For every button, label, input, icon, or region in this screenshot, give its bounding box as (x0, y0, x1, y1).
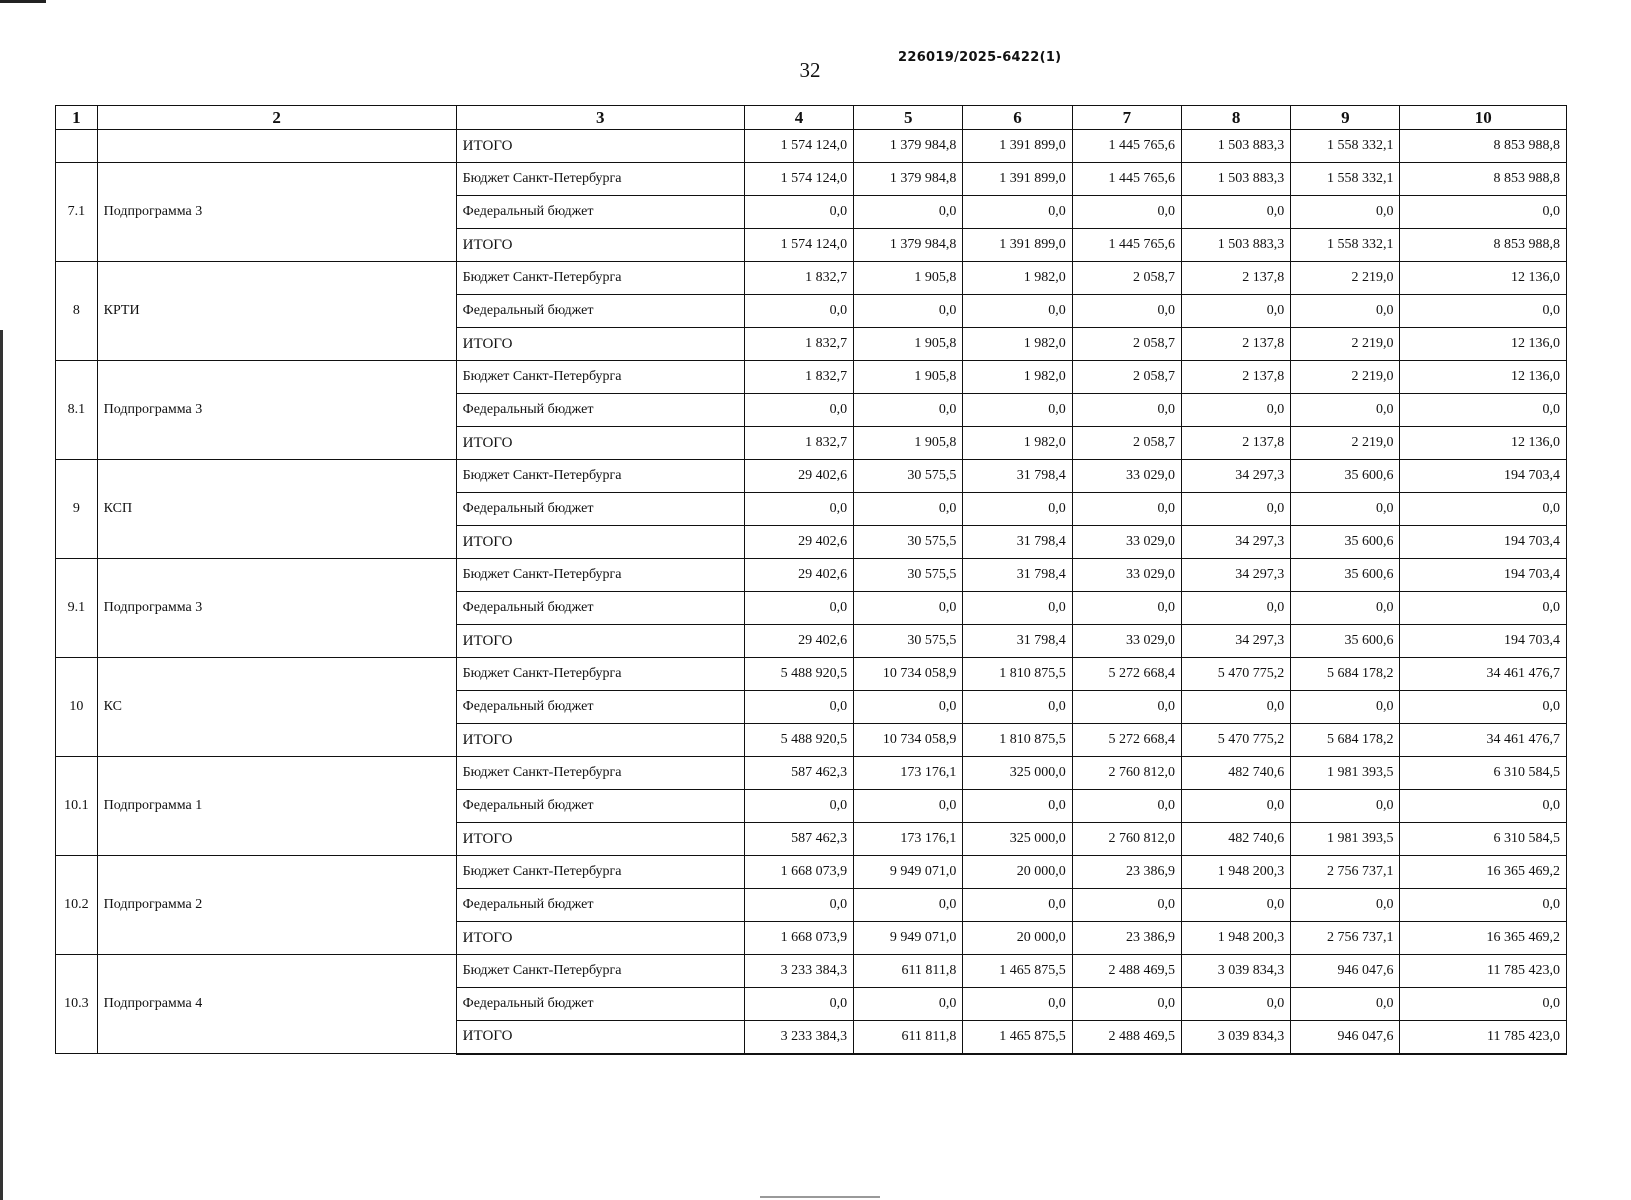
row-number-cell: 10.1 (56, 757, 98, 856)
value-cell: 16 365 469,2 (1400, 922, 1567, 955)
value-cell: 33 029,0 (1072, 526, 1181, 559)
value-cell: 0,0 (744, 493, 853, 526)
value-cell: 1 379 984,8 (854, 163, 963, 196)
value-cell: 0,0 (854, 196, 963, 229)
value-cell: 10 734 058,9 (854, 658, 963, 691)
value-cell: 0,0 (1291, 691, 1400, 724)
value-cell: 0,0 (1400, 988, 1567, 1021)
value-cell: 29 402,6 (744, 460, 853, 493)
value-cell: 0,0 (963, 691, 1072, 724)
value-cell: 0,0 (744, 295, 853, 328)
value-cell: 0,0 (1181, 295, 1290, 328)
page-number: 32 (799, 58, 821, 82)
value-cell: 34 297,3 (1181, 526, 1290, 559)
value-cell: 1 810 875,5 (963, 658, 1072, 691)
value-cell: 0,0 (1400, 889, 1567, 922)
value-cell: 1 558 332,1 (1291, 229, 1400, 262)
value-cell: 0,0 (1400, 691, 1567, 724)
scan-artifact-mark (0, 0, 46, 3)
value-cell: 0,0 (1181, 790, 1290, 823)
value-cell: 0,0 (963, 889, 1072, 922)
value-cell: 2 137,8 (1181, 361, 1290, 394)
document-id: 226019/2025-6422(1) (898, 50, 1062, 65)
value-cell: 5 684 178,2 (1291, 658, 1400, 691)
value-cell: 0,0 (1072, 196, 1181, 229)
funding-source-cell: Бюджет Санкт-Петербурга (456, 163, 744, 196)
value-cell: 946 047,6 (1291, 955, 1400, 988)
value-cell: 0,0 (1181, 394, 1290, 427)
value-cell: 2 137,8 (1181, 328, 1290, 361)
funding-source-cell: Федеральный бюджет (456, 295, 744, 328)
value-cell: 1 445 765,6 (1072, 130, 1181, 163)
funding-source-cell: Федеральный бюджет (456, 592, 744, 625)
value-cell: 194 703,4 (1400, 526, 1567, 559)
value-cell: 2 756 737,1 (1291, 856, 1400, 889)
funding-source-cell: Федеральный бюджет (456, 691, 744, 724)
value-cell: 1 668 073,9 (744, 922, 853, 955)
value-cell: 11 785 423,0 (1400, 1021, 1567, 1054)
value-cell: 0,0 (854, 988, 963, 1021)
column-header-1: 1 (56, 106, 98, 130)
value-cell: 34 461 476,7 (1400, 658, 1567, 691)
funding-source-cell: Бюджет Санкт-Петербурга (456, 658, 744, 691)
value-cell: 3 039 834,3 (1181, 955, 1290, 988)
value-cell: 8 853 988,8 (1400, 130, 1567, 163)
value-cell: 20 000,0 (963, 856, 1072, 889)
table-row (56, 856, 1567, 889)
value-cell: 35 600,6 (1291, 559, 1400, 592)
value-cell: 173 176,1 (854, 757, 963, 790)
value-cell: 33 029,0 (1072, 625, 1181, 658)
funding-source-cell: ИТОГО (456, 625, 744, 658)
column-header-5: 5 (854, 106, 963, 130)
value-cell: 1 391 899,0 (963, 130, 1072, 163)
value-cell: 3 039 834,3 (1181, 1021, 1290, 1054)
value-cell: 30 575,5 (854, 526, 963, 559)
value-cell: 0,0 (963, 493, 1072, 526)
program-name-cell: КС (97, 658, 456, 757)
value-cell: 0,0 (963, 988, 1072, 1021)
value-cell: 5 272 668,4 (1072, 658, 1181, 691)
value-cell: 12 136,0 (1400, 427, 1567, 460)
value-cell: 0,0 (963, 592, 1072, 625)
value-cell: 31 798,4 (963, 559, 1072, 592)
program-name-cell: Подпрограмма 3 (97, 361, 456, 460)
funding-source-cell: ИТОГО (456, 1021, 744, 1054)
value-cell: 0,0 (1291, 295, 1400, 328)
value-cell: 6 310 584,5 (1400, 757, 1567, 790)
value-cell: 946 047,6 (1291, 1021, 1400, 1054)
value-cell: 12 136,0 (1400, 361, 1567, 394)
value-cell: 0,0 (1181, 592, 1290, 625)
value-cell: 2 760 812,0 (1072, 757, 1181, 790)
value-cell: 0,0 (1291, 889, 1400, 922)
value-cell: 1 982,0 (963, 361, 1072, 394)
table-row (56, 658, 1567, 691)
value-cell: 1 948 200,3 (1181, 922, 1290, 955)
value-cell: 1 905,8 (854, 262, 963, 295)
table-row (56, 262, 1567, 295)
value-cell: 1 832,7 (744, 328, 853, 361)
value-cell: 611 811,8 (854, 955, 963, 988)
value-cell: 611 811,8 (854, 1021, 963, 1054)
program-name-cell: КСП (97, 460, 456, 559)
value-cell: 1 668 073,9 (744, 856, 853, 889)
value-cell: 20 000,0 (963, 922, 1072, 955)
value-cell: 35 600,6 (1291, 625, 1400, 658)
value-cell: 0,0 (1072, 691, 1181, 724)
value-cell: 325 000,0 (963, 757, 1072, 790)
table-row (56, 460, 1567, 493)
value-cell: 31 798,4 (963, 625, 1072, 658)
value-cell: 2 058,7 (1072, 262, 1181, 295)
value-cell: 0,0 (854, 493, 963, 526)
footer-smudge (760, 1196, 880, 1198)
value-cell: 1 503 883,3 (1181, 163, 1290, 196)
row-number-cell: 10 (56, 658, 98, 757)
value-cell: 8 853 988,8 (1400, 229, 1567, 262)
value-cell: 0,0 (744, 790, 853, 823)
budget-table-body (56, 106, 1567, 1054)
value-cell: 0,0 (1181, 493, 1290, 526)
value-cell: 0,0 (854, 889, 963, 922)
funding-source-cell: ИТОГО (456, 526, 744, 559)
value-cell: 2 488 469,5 (1072, 1021, 1181, 1054)
program-name-cell: Подпрограмма 3 (97, 559, 456, 658)
value-cell: 1 574 124,0 (744, 229, 853, 262)
row-number-cell: 8 (56, 262, 98, 361)
value-cell: 0,0 (1072, 592, 1181, 625)
value-cell: 11 785 423,0 (1400, 955, 1567, 988)
program-name-cell: КРТИ (97, 262, 456, 361)
value-cell: 0,0 (1400, 295, 1567, 328)
value-cell: 1 379 984,8 (854, 229, 963, 262)
table-row (56, 757, 1567, 790)
column-header-2: 2 (97, 106, 456, 130)
funding-source-cell: ИТОГО (456, 724, 744, 757)
scan-left-edge (0, 330, 3, 1200)
funding-source-cell: Федеральный бюджет (456, 790, 744, 823)
funding-source-cell: ИТОГО (456, 427, 744, 460)
row-number-cell: 9.1 (56, 559, 98, 658)
value-cell: 1 948 200,3 (1181, 856, 1290, 889)
value-cell: 5 684 178,2 (1291, 724, 1400, 757)
value-cell: 0,0 (1400, 394, 1567, 427)
value-cell: 1 574 124,0 (744, 130, 853, 163)
funding-source-cell: Федеральный бюджет (456, 493, 744, 526)
value-cell: 0,0 (1400, 493, 1567, 526)
value-cell: 30 575,5 (854, 559, 963, 592)
value-cell: 5 470 775,2 (1181, 658, 1290, 691)
row-number-cell (56, 130, 98, 163)
value-cell: 0,0 (1291, 493, 1400, 526)
value-cell: 2 219,0 (1291, 328, 1400, 361)
column-header-8: 8 (1181, 106, 1290, 130)
value-cell: 0,0 (1181, 889, 1290, 922)
value-cell: 0,0 (744, 196, 853, 229)
value-cell: 0,0 (1181, 988, 1290, 1021)
value-cell: 34 297,3 (1181, 625, 1290, 658)
funding-source-cell: ИТОГО (456, 130, 744, 163)
value-cell: 482 740,6 (1181, 823, 1290, 856)
value-cell: 34 297,3 (1181, 559, 1290, 592)
value-cell: 194 703,4 (1400, 625, 1567, 658)
value-cell: 1 981 393,5 (1291, 823, 1400, 856)
value-cell: 5 272 668,4 (1072, 724, 1181, 757)
value-cell: 0,0 (1291, 196, 1400, 229)
value-cell: 16 365 469,2 (1400, 856, 1567, 889)
value-cell: 0,0 (1181, 691, 1290, 724)
value-cell: 194 703,4 (1400, 559, 1567, 592)
value-cell: 587 462,3 (744, 757, 853, 790)
table-row (56, 361, 1567, 394)
funding-source-cell: ИТОГО (456, 922, 744, 955)
column-header-4: 4 (744, 106, 853, 130)
value-cell: 1 465 875,5 (963, 1021, 1072, 1054)
value-cell: 5 488 920,5 (744, 724, 853, 757)
value-cell: 31 798,4 (963, 526, 1072, 559)
value-cell: 1 982,0 (963, 328, 1072, 361)
value-cell: 0,0 (1072, 988, 1181, 1021)
value-cell: 325 000,0 (963, 823, 1072, 856)
value-cell: 33 029,0 (1072, 559, 1181, 592)
value-cell: 0,0 (854, 295, 963, 328)
value-cell: 1 810 875,5 (963, 724, 1072, 757)
value-cell: 1 445 765,6 (1072, 229, 1181, 262)
column-header-3: 3 (456, 106, 744, 130)
value-cell: 1 391 899,0 (963, 163, 1072, 196)
table-row (56, 955, 1567, 988)
funding-source-cell: Федеральный бюджет (456, 988, 744, 1021)
funding-source-cell: Бюджет Санкт-Петербурга (456, 262, 744, 295)
value-cell: 1 379 984,8 (854, 130, 963, 163)
value-cell: 1 905,8 (854, 328, 963, 361)
value-cell: 1 558 332,1 (1291, 163, 1400, 196)
funding-source-cell: Бюджет Санкт-Петербурга (456, 856, 744, 889)
value-cell: 0,0 (854, 592, 963, 625)
value-cell: 1 905,8 (854, 361, 963, 394)
value-cell: 0,0 (963, 196, 1072, 229)
value-cell: 0,0 (1291, 790, 1400, 823)
value-cell: 29 402,6 (744, 526, 853, 559)
program-name-cell: Подпрограмма 1 (97, 757, 456, 856)
table-row (56, 559, 1567, 592)
value-cell: 9 949 071,0 (854, 856, 963, 889)
value-cell: 2 058,7 (1072, 328, 1181, 361)
value-cell: 0,0 (1072, 295, 1181, 328)
value-cell: 0,0 (854, 691, 963, 724)
value-cell: 0,0 (744, 988, 853, 1021)
value-cell: 3 233 384,3 (744, 955, 853, 988)
value-cell: 33 029,0 (1072, 460, 1181, 493)
row-number-cell: 10.2 (56, 856, 98, 955)
funding-source-cell: Бюджет Санкт-Петербурга (456, 757, 744, 790)
value-cell: 0,0 (1400, 790, 1567, 823)
row-number-cell: 7.1 (56, 163, 98, 262)
value-cell: 0,0 (963, 295, 1072, 328)
value-cell: 1 832,7 (744, 361, 853, 394)
carry-total-row (56, 130, 1567, 163)
value-cell: 1 391 899,0 (963, 229, 1072, 262)
value-cell: 30 575,5 (854, 625, 963, 658)
value-cell: 9 949 071,0 (854, 922, 963, 955)
value-cell: 0,0 (1291, 592, 1400, 625)
table-row (56, 163, 1567, 196)
program-name-cell (97, 130, 456, 163)
value-cell: 5 470 775,2 (1181, 724, 1290, 757)
column-header-7: 7 (1072, 106, 1181, 130)
value-cell: 2 058,7 (1072, 427, 1181, 460)
value-cell: 0,0 (963, 790, 1072, 823)
value-cell: 34 297,3 (1181, 460, 1290, 493)
row-number-cell: 9 (56, 460, 98, 559)
funding-source-cell: Бюджет Санкт-Петербурга (456, 559, 744, 592)
value-cell: 2 219,0 (1291, 262, 1400, 295)
row-number-cell: 8.1 (56, 361, 98, 460)
value-cell: 3 233 384,3 (744, 1021, 853, 1054)
value-cell: 6 310 584,5 (1400, 823, 1567, 856)
value-cell: 1 574 124,0 (744, 163, 853, 196)
value-cell: 0,0 (744, 394, 853, 427)
funding-source-cell: ИТОГО (456, 229, 744, 262)
value-cell: 29 402,6 (744, 559, 853, 592)
value-cell: 1 981 393,5 (1291, 757, 1400, 790)
value-cell: 2 488 469,5 (1072, 955, 1181, 988)
value-cell: 30 575,5 (854, 460, 963, 493)
value-cell: 0,0 (1400, 592, 1567, 625)
column-header-row (56, 106, 1567, 130)
value-cell: 194 703,4 (1400, 460, 1567, 493)
value-cell: 0,0 (854, 790, 963, 823)
value-cell: 8 853 988,8 (1400, 163, 1567, 196)
program-name-cell: Подпрограмма 2 (97, 856, 456, 955)
column-header-10: 10 (1400, 106, 1567, 130)
column-header-9: 9 (1291, 106, 1400, 130)
value-cell: 35 600,6 (1291, 526, 1400, 559)
value-cell: 0,0 (1400, 196, 1567, 229)
value-cell: 1 982,0 (963, 262, 1072, 295)
value-cell: 2 760 812,0 (1072, 823, 1181, 856)
value-cell: 31 798,4 (963, 460, 1072, 493)
value-cell: 1 832,7 (744, 427, 853, 460)
value-cell: 10 734 058,9 (854, 724, 963, 757)
value-cell: 0,0 (1291, 988, 1400, 1021)
value-cell: 23 386,9 (1072, 856, 1181, 889)
value-cell: 0,0 (963, 394, 1072, 427)
value-cell: 1 905,8 (854, 427, 963, 460)
value-cell: 0,0 (1072, 889, 1181, 922)
funding-source-cell: Бюджет Санкт-Петербурга (456, 361, 744, 394)
value-cell: 29 402,6 (744, 625, 853, 658)
value-cell: 1 465 875,5 (963, 955, 1072, 988)
value-cell: 0,0 (744, 889, 853, 922)
funding-source-cell: ИТОГО (456, 328, 744, 361)
value-cell: 2 137,8 (1181, 427, 1290, 460)
value-cell: 0,0 (1072, 493, 1181, 526)
value-cell: 0,0 (854, 394, 963, 427)
value-cell: 2 219,0 (1291, 361, 1400, 394)
value-cell: 587 462,3 (744, 823, 853, 856)
value-cell: 34 461 476,7 (1400, 724, 1567, 757)
value-cell: 173 176,1 (854, 823, 963, 856)
budget-table (55, 105, 1567, 1055)
value-cell: 2 058,7 (1072, 361, 1181, 394)
value-cell: 1 445 765,6 (1072, 163, 1181, 196)
value-cell: 12 136,0 (1400, 328, 1567, 361)
funding-source-cell: Федеральный бюджет (456, 889, 744, 922)
funding-source-cell: ИТОГО (456, 823, 744, 856)
value-cell: 0,0 (744, 592, 853, 625)
value-cell: 1 558 332,1 (1291, 130, 1400, 163)
value-cell: 482 740,6 (1181, 757, 1290, 790)
value-cell: 23 386,9 (1072, 922, 1181, 955)
funding-source-cell: Бюджет Санкт-Петербурга (456, 460, 744, 493)
value-cell: 2 137,8 (1181, 262, 1290, 295)
program-name-cell: Подпрограмма 4 (97, 955, 456, 1054)
value-cell: 1 503 883,3 (1181, 130, 1290, 163)
funding-source-cell: Федеральный бюджет (456, 394, 744, 427)
value-cell: 12 136,0 (1400, 262, 1567, 295)
value-cell: 1 503 883,3 (1181, 229, 1290, 262)
value-cell: 0,0 (1072, 790, 1181, 823)
value-cell: 0,0 (1072, 394, 1181, 427)
value-cell: 2 219,0 (1291, 427, 1400, 460)
value-cell: 5 488 920,5 (744, 658, 853, 691)
value-cell: 1 832,7 (744, 262, 853, 295)
column-header-6: 6 (963, 106, 1072, 130)
value-cell: 0,0 (1181, 196, 1290, 229)
row-number-cell: 10.3 (56, 955, 98, 1054)
program-name-cell: Подпрограмма 3 (97, 163, 456, 262)
funding-source-cell: Бюджет Санкт-Петербурга (456, 955, 744, 988)
funding-source-cell: Федеральный бюджет (456, 196, 744, 229)
value-cell: 0,0 (1291, 394, 1400, 427)
value-cell: 35 600,6 (1291, 460, 1400, 493)
value-cell: 2 756 737,1 (1291, 922, 1400, 955)
value-cell: 0,0 (744, 691, 853, 724)
value-cell: 1 982,0 (963, 427, 1072, 460)
